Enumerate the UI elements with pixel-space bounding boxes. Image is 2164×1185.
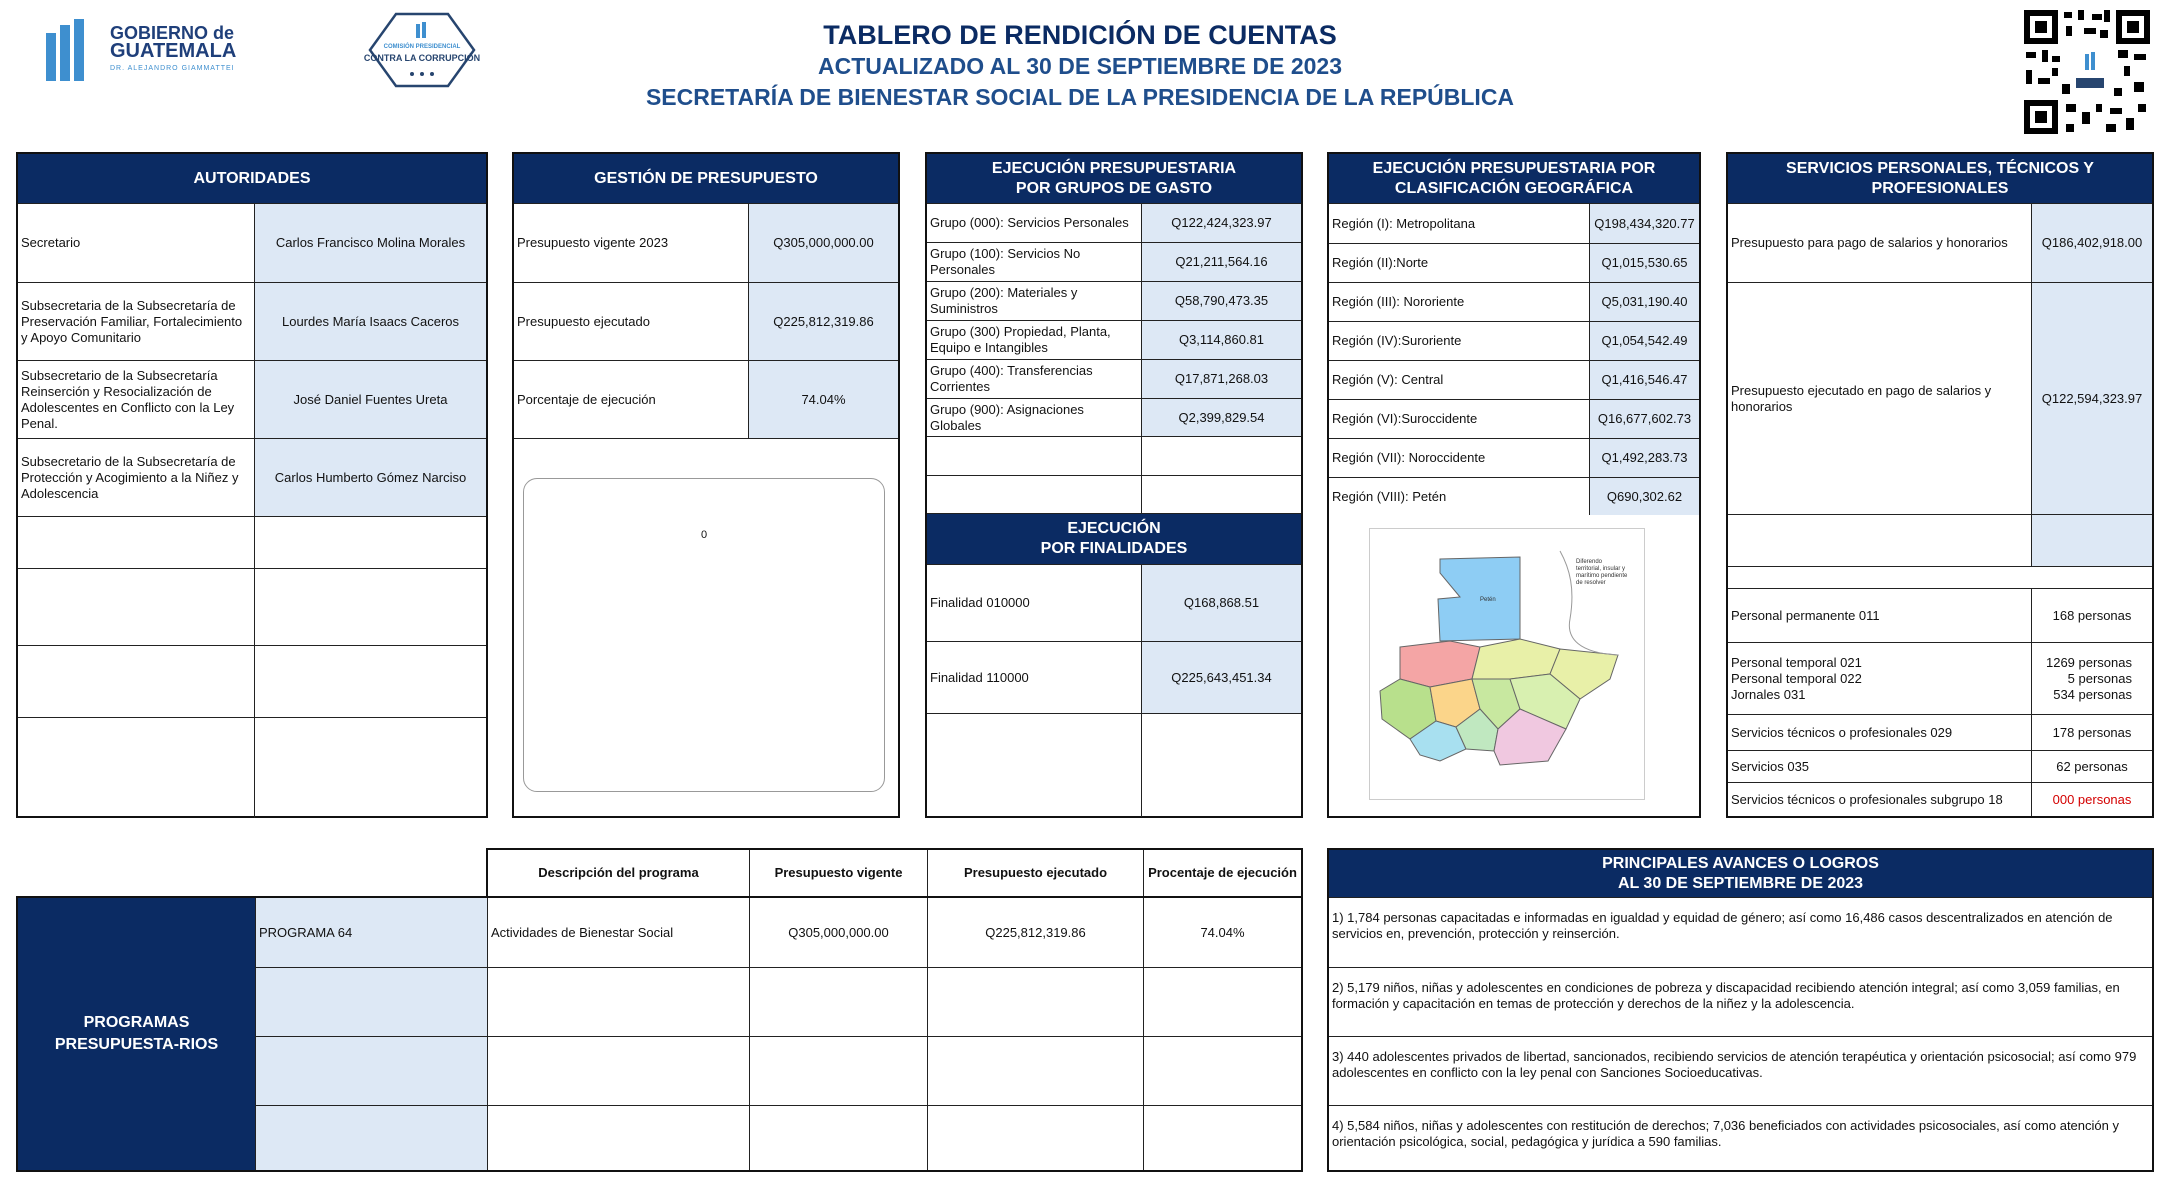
page-title: TABLERO DE RENDICIÓN DE CUENTAS xyxy=(823,20,1337,50)
grupo-value: Q21,211,564.16 xyxy=(1142,243,1301,281)
finalidades-title xyxy=(927,513,1301,565)
geografica-title-line1: EJECUCIÓN PRESUPUESTARIA POR xyxy=(1372,159,1656,177)
empty-row xyxy=(18,717,486,818)
empty-row xyxy=(18,645,486,717)
table-row xyxy=(1329,204,1699,243)
region-value: Q198,434,320.77 xyxy=(1590,204,1699,243)
region-value: Q5,031,190.40 xyxy=(1590,283,1699,321)
grupos-title-line1: EJECUCIÓN PRESUPUESTARIA xyxy=(991,159,1237,177)
table-row xyxy=(18,204,486,282)
geografica-title xyxy=(1329,154,1699,204)
logro-item xyxy=(1329,967,2152,1036)
budget-chart-frame xyxy=(523,478,885,792)
guatemala-map xyxy=(1369,528,1645,800)
table-row xyxy=(1728,642,2152,714)
table-row xyxy=(1728,714,2152,750)
programas-header-descripcion: Descripción del programa xyxy=(488,850,750,896)
region-label: Región (III): Nororiente xyxy=(1329,283,1590,321)
empty-row xyxy=(18,568,486,645)
programas-title: PROGRAMAS PRESUPUESTA-RIOS xyxy=(18,898,256,1170)
logros-title-line1: PRINCIPALES AVANCES O LOGROS xyxy=(1602,854,1879,872)
region-value: Q16,677,602.73 xyxy=(1590,400,1699,438)
logros-title xyxy=(1329,850,2152,898)
gestion-value: Q305,000,000.00 xyxy=(749,204,898,282)
table-row xyxy=(1329,282,1699,321)
subgrupo-18-label: Servicios técnicos o profesionales subgrupo 18 xyxy=(1728,783,2032,816)
table-row xyxy=(1728,588,2152,642)
gestion-label: Presupuesto vigente 2023 xyxy=(514,204,749,282)
table-row xyxy=(927,398,1301,436)
gestion-value: Q225,812,319.86 xyxy=(749,283,898,360)
table-row xyxy=(1329,438,1699,477)
temporal-021-label: Personal temporal 021 xyxy=(1731,654,1862,670)
programa-vigente: Q305,000,000.00 xyxy=(750,898,928,967)
permanente-value: 168 personas xyxy=(2052,607,2132,623)
servicios-panel xyxy=(1726,152,2154,818)
logo-gobierno-line3: DR. ALEJANDRO GIAMMATTEI xyxy=(110,65,235,72)
autoridad-cargo: Subsecretaria de la Subsecretaría de Preservación Familiar, Fortalecimiento y Apoyo Comunitario xyxy=(18,283,255,360)
grupo-value: Q58,790,473.35 xyxy=(1142,282,1301,320)
logros-title-line2: AL 30 DE SEPTIEMBRE DE 2023 xyxy=(1617,874,1864,892)
autoridades-title: AUTORIDADES xyxy=(18,154,486,204)
geografica-panel xyxy=(1327,152,1701,818)
region-label: Región (V): Central xyxy=(1329,361,1590,399)
autoridades-panel xyxy=(16,152,488,818)
programas-table xyxy=(16,896,1303,1172)
table-row xyxy=(1329,360,1699,399)
table-row xyxy=(927,565,1301,641)
region-label: Región (IV):Suroriente xyxy=(1329,322,1590,360)
servicio-label: Presupuesto para pago de salarios y honorarios xyxy=(1728,204,2032,282)
map-note: Diferendo territorial, insular y marítimo pendiente de resolver xyxy=(1576,559,1628,586)
grupo-label: Grupo (200): Materiales y Suministros xyxy=(927,282,1142,320)
gestion-label: Presupuesto ejecutado xyxy=(514,283,749,360)
finalidad-value: Q168,868.51 xyxy=(1142,565,1301,641)
region-label: Región (I): Metropolitana xyxy=(1329,204,1590,243)
grupo-label: Grupo (900): Asignaciones Globales xyxy=(927,399,1142,436)
finalidades-title-line2: POR FINALIDADES xyxy=(1040,540,1188,557)
grupos-title xyxy=(927,154,1301,204)
grupo-value: Q17,871,268.03 xyxy=(1142,360,1301,398)
empty-row xyxy=(514,438,898,476)
gestion-label: Porcentaje de ejecución xyxy=(514,361,749,438)
table-row xyxy=(18,282,486,360)
budget-chart-value: 0 xyxy=(700,529,708,541)
logo-cpcc-line2: CONTRA LA CORRUPCIÓN xyxy=(363,53,481,63)
table-row xyxy=(1329,321,1699,360)
servicio-value: Q186,402,918.00 xyxy=(2032,204,2152,282)
gestion-value: 74.04% xyxy=(749,361,898,438)
logo-gobierno xyxy=(46,16,266,86)
empty-row xyxy=(18,516,486,568)
servicio-value: Q122,594,323.97 xyxy=(2032,283,2152,514)
table-row xyxy=(927,320,1301,359)
servicios-035-value: 62 personas xyxy=(2056,758,2128,774)
grupo-label: Grupo (100): Servicios No Personales xyxy=(927,243,1142,281)
region-value: Q1,492,283.73 xyxy=(1590,439,1699,477)
entity-name: SECRETARÍA DE BIENESTAR SOCIAL DE LA PRESIDENCIA DE LA REPÚBLICA xyxy=(645,84,1515,110)
qr-code[interactable] xyxy=(2022,8,2152,136)
finalidad-label: Finalidad 110000 xyxy=(927,642,1142,713)
region-value: Q1,416,546.47 xyxy=(1590,361,1699,399)
table-row xyxy=(927,641,1301,713)
region-label: Región (VI):Suroccidente xyxy=(1329,400,1590,438)
programas-header-porcentaje: Procentaje de ejecución xyxy=(1148,865,1297,880)
jornales-031-label: Jornales 031 xyxy=(1731,686,1806,702)
page-subtitle: ACTUALIZADO AL 30 DE SEPTIEMBRE DE 2023 xyxy=(818,53,1342,79)
empty-row xyxy=(927,713,1301,817)
finalidad-label: Finalidad 010000 xyxy=(927,565,1142,641)
table-row xyxy=(1329,399,1699,438)
programas-header-row xyxy=(486,848,1303,896)
empty-row xyxy=(927,436,1301,475)
empty-row xyxy=(256,967,1301,1036)
table-row xyxy=(927,242,1301,281)
logro-item xyxy=(1329,898,2152,967)
programas-header-ejecutado: Presupuesto ejecutado xyxy=(928,850,1144,896)
empty-row xyxy=(1728,514,2152,566)
empty-row xyxy=(1728,566,2152,588)
grupo-value: Q2,399,829.54 xyxy=(1142,399,1301,436)
subgrupo-18-value: 000 personas xyxy=(2052,791,2132,807)
geografica-title-line2: CLASIFICACIÓN GEOGRÁFICA xyxy=(1394,179,1634,197)
tecnicos-029-label: Servicios técnicos o profesionales 029 xyxy=(1728,715,2032,750)
programas-header-vigente: Presupuesto vigente xyxy=(750,850,928,896)
grupos-title-line2: POR GRUPOS DE GASTO xyxy=(1015,179,1213,197)
table-row xyxy=(1329,477,1699,515)
servicios-title-line2: PROFESIONALES xyxy=(1871,179,2009,197)
servicios-035-label: Servicios 035 xyxy=(1728,751,2032,782)
table-row xyxy=(1728,750,2152,782)
autoridad-nombre: Lourdes María Isaacs Caceros xyxy=(255,283,486,360)
guatemala-flag-icon xyxy=(46,19,102,83)
table-row xyxy=(1728,782,2152,816)
logro-text: 1) 1,784 personas capacitadas e informadas en igualdad y equidad de género; así como 16,486 casos descentralizados en atención de servicios en, prevención, protección y reinserción. xyxy=(1332,910,2113,941)
empty-row xyxy=(256,1036,1301,1105)
temporal-022-value: 5 personas xyxy=(2067,670,2132,686)
autoridad-cargo: Secretario xyxy=(18,204,255,282)
servicios-title-line1: SERVICIOS PERSONALES, TÉCNICOS Y xyxy=(1786,159,2094,177)
servicio-label: Presupuesto ejecutado en pago de salarios y honorarios xyxy=(1728,283,2032,514)
permanente-label: Personal permanente 011 xyxy=(1728,589,2032,642)
table-row xyxy=(514,282,898,360)
finalidades-title-line1: EJECUCIÓN xyxy=(1067,520,1161,537)
autoridad-cargo: Subsecretario de la Subsecretaría de Protección y Acogimiento a la Niñez y Adolescencia xyxy=(18,439,255,516)
empty-row xyxy=(927,475,1301,513)
qr-code-icon xyxy=(2022,8,2152,136)
logro-item xyxy=(1329,1036,2152,1105)
jornales-031-value: 534 personas xyxy=(2053,686,2132,702)
logro-text: 2) 5,179 niños, niñas y adolescentes en condiciones de pobreza y discapacidad recibiendo atención integral; así como 3,059 familias, en formación y capacitación en temas de protección y derechos de la niñez y la adolescencia. xyxy=(1332,980,2120,1011)
grupo-label: Grupo (400): Transferencias Corrientes xyxy=(927,360,1142,398)
grupo-value: Q122,424,323.97 xyxy=(1142,204,1301,242)
temporal-022-label: Personal temporal 022 xyxy=(1731,670,1862,686)
grupos-panel xyxy=(925,152,1303,818)
autoridad-nombre: José Daniel Fuentes Ureta xyxy=(255,361,486,438)
logro-text: 3) 440 adolescentes privados de libertad, sancionados, recibiendo servicios de atención terapéutica y orientación psicosocial; así como 979 adolescentes en conflicto con la ley penal con Sanciones Socioeducativas. xyxy=(1332,1049,2137,1080)
region-label: Región (VIII): Petén xyxy=(1329,478,1590,515)
logo-gobierno-line2: GUATEMALA xyxy=(110,40,237,62)
logo-cpcc-line1: COMISIÓN PRESIDENCIAL xyxy=(383,44,461,50)
autoridades-table xyxy=(18,204,486,818)
logo-gobierno-line1: GOBIERNO de xyxy=(110,23,235,43)
region-label: Región (II):Norte xyxy=(1329,244,1590,282)
servicios-title xyxy=(1728,154,2152,204)
table-row xyxy=(1728,282,2152,514)
table-row xyxy=(927,281,1301,320)
gestion-title: GESTIÓN DE PRESUPUESTO xyxy=(514,154,898,204)
logro-item xyxy=(1329,1105,2152,1170)
table-row xyxy=(927,359,1301,398)
map-label-peten: Petén xyxy=(1480,597,1496,603)
table-row xyxy=(514,204,898,282)
programa-descripcion: Actividades de Bienestar Social xyxy=(488,898,750,967)
table-row xyxy=(514,360,898,438)
logros-panel xyxy=(1327,848,2154,1172)
table-row xyxy=(256,898,1301,967)
temporal-021-value: 1269 personas xyxy=(2045,654,2132,670)
logro-text: 4) 5,584 niños, niñas y adolescentes con restitución de derechos; 7,036 beneficiados con actividades psicosociales, así como atención y orientación psicológica, social, pedagógica y jurídica a 590 familias. xyxy=(1332,1118,2119,1149)
table-row xyxy=(1329,243,1699,282)
region-value: Q690,302.62 xyxy=(1590,478,1699,515)
table-row xyxy=(927,204,1301,242)
finalidad-value: Q225,643,451.34 xyxy=(1142,642,1301,713)
logo-cpcc xyxy=(362,10,482,90)
programa-porcentaje: 74.04% xyxy=(1200,924,1245,940)
region-value: Q1,054,542.49 xyxy=(1590,322,1699,360)
table-row xyxy=(1728,204,2152,282)
autoridad-cargo: Subsecretario de la Subsecretaría Reinserción y Resocialización de Adolescentes en Conflicto con la Ley Penal. xyxy=(18,361,255,438)
grupo-label: Grupo (300) Propiedad, Planta, Equipo e Intangibles xyxy=(927,321,1142,359)
grupo-label: Grupo (000): Servicios Personales xyxy=(927,204,1142,242)
autoridad-nombre: Carlos Francisco Molina Morales xyxy=(255,204,486,282)
gestion-panel xyxy=(512,152,900,818)
tecnicos-029-value: 178 personas xyxy=(2052,724,2132,740)
programa-codigo: PROGRAMA 64 xyxy=(256,898,488,967)
region-value: Q1,015,530.65 xyxy=(1590,244,1699,282)
autoridad-nombre: Carlos Humberto Gómez Narciso xyxy=(255,439,486,516)
empty-row xyxy=(256,1105,1301,1170)
table-row xyxy=(18,360,486,438)
table-row xyxy=(18,438,486,516)
programa-ejecutado: Q225,812,319.86 xyxy=(928,898,1144,967)
grupo-value: Q3,114,860.81 xyxy=(1142,321,1301,359)
region-label: Región (VII): Noroccidente xyxy=(1329,439,1590,477)
